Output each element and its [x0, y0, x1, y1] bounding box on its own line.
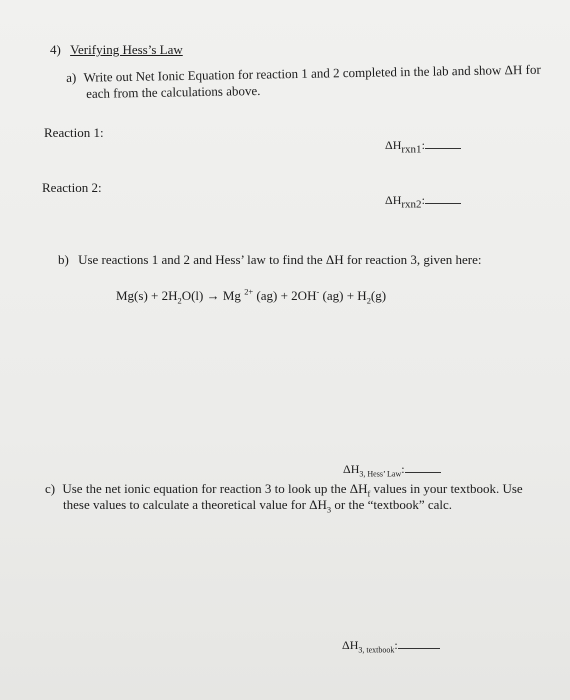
eq-oh-charge: -	[316, 286, 320, 297]
part-a-prompt	[66, 62, 541, 86]
section-heading	[50, 42, 183, 58]
part-c-line2-wrap	[63, 497, 452, 513]
dh-rxn2-answer: $\Delta H_{rxn2}$:	[385, 193, 461, 208]
part-c-line2-sub: 3	[326, 504, 332, 515]
dh2-symbol: ΔH	[385, 193, 402, 207]
reaction3-equation	[116, 288, 386, 304]
dh3-textbook-blank	[398, 638, 440, 649]
part-c-line1-sub: f	[367, 488, 371, 499]
dh-rxn2-blank	[425, 193, 461, 204]
eq-mg-charge: 2+	[244, 286, 254, 297]
eq-part-reactants: Mg(s) + 2H	[116, 288, 178, 303]
reaction2-label: Reaction 2:	[42, 180, 102, 195]
part-a-line2: each from the calculations above.	[86, 82, 261, 101]
dh2-sub: rxn2	[401, 198, 422, 211]
part-c-line1: Use the net ionic equation for reaction 3 to look up the ΔH	[62, 481, 368, 496]
dh-rxn1-answer: $\Delta H_{rxn1}$:	[385, 138, 461, 153]
section-title: Verifying Hess’s Law	[70, 42, 183, 57]
eq-h-sub: 2	[366, 295, 371, 306]
part-b-text: Use reactions 1 and 2 and Hess’ law to find the ΔH for reaction 3, given here:	[78, 252, 482, 267]
part-b-label: b)	[58, 252, 69, 267]
part-a-label: a)	[66, 69, 77, 85]
reaction1-label: Reaction 1:	[44, 125, 104, 140]
part-a-line1: Write out Net Ionic Equation for reaction 1 and 2 completed in the lab and show ΔH for	[83, 61, 541, 85]
eq-part-gas: (g)	[370, 288, 387, 303]
dh3-hess-symbol: ΔH	[343, 462, 360, 476]
dh-rxn1-blank	[425, 138, 461, 149]
part-b-prompt	[58, 252, 482, 268]
dh3-textbook-sub: 3, textbook	[358, 645, 395, 655]
dh1-sub: rxn1	[401, 143, 422, 156]
part-c-line1-tail: values in your textbook. Use	[373, 481, 523, 496]
dh3-textbook-symbol: ΔH	[342, 638, 359, 652]
part-c-prompt	[45, 481, 523, 497]
dh1-symbol: ΔH	[385, 138, 402, 152]
section-number: 4)	[50, 42, 61, 57]
dh3-hess-answer: $\Delta H_{3, Hess’ Law}$:	[343, 462, 441, 477]
eq-part-water: O(l) → Mg	[181, 288, 241, 303]
dh3-hess-blank	[405, 462, 441, 473]
part-c-label: c)	[45, 481, 56, 496]
dh3-hess-sub: 3, Hess’ Law	[359, 469, 402, 479]
part-c-line2-tail: or the “textbook” calc.	[334, 497, 453, 512]
eq-part-aq2: (ag) + H	[322, 288, 367, 303]
dh3-textbook-answer: $\Delta H_{3, textbook}$:	[342, 638, 440, 653]
eq-sub-2: 2	[177, 295, 182, 306]
eq-part-aq1: (ag) + 2OH	[256, 288, 317, 303]
part-c-line2: these values to calculate a theoretical value for ΔH	[63, 497, 327, 512]
